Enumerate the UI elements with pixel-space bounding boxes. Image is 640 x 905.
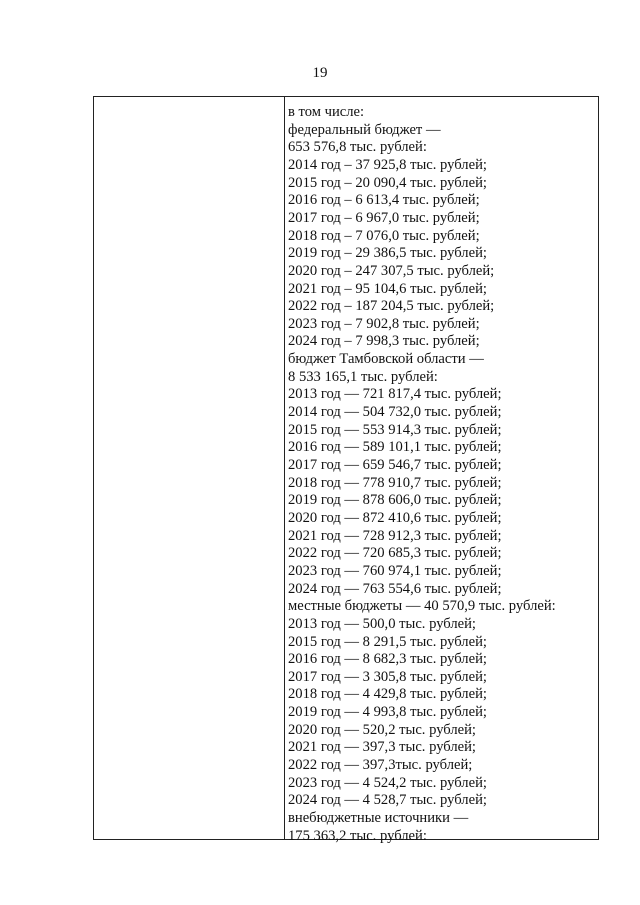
funding-line: 2017 год — 3 305,8 тыс. рублей; — [288, 668, 487, 685]
funding-line: 2024 год – 7 998,3 тыс. рублей; — [288, 333, 480, 350]
funding-line: 2015 год — 553 914,3 тыс. рублей; — [288, 421, 502, 438]
funding-line: 2018 год – 7 076,0 тыс. рублей; — [288, 227, 480, 244]
funding-line: 2017 год – 6 967,0 тыс. рублей; — [288, 209, 480, 226]
funding-line: в том числе: — [288, 104, 365, 120]
funding-line: местные бюджеты — 40 570,9 тыс. рублей: — [288, 598, 556, 615]
funding-line: 2022 год – 187 204,5 тыс. рублей; — [288, 298, 495, 315]
funding-table — [93, 96, 599, 844]
funding-line: 175 363,2 тыс. рублей: — [288, 827, 427, 844]
funding-line: бюджет Тамбовской области — — [288, 351, 484, 368]
funding-line: 2021 год — 397,3 тыс. рублей; — [288, 739, 476, 756]
funding-line: 2022 год — 397,3тыс. рублей; — [288, 757, 473, 774]
funding-line: 2022 год — 720 685,3 тыс. рублей; — [288, 545, 502, 562]
funding-line: 2013 год — 500,0 тыс. рублей; — [288, 615, 476, 632]
funding-line: 2018 год — 4 429,8 тыс. рублей; — [288, 686, 487, 703]
funding-line: 2013 год — 721 817,4 тыс. рублей; — [288, 386, 502, 403]
funding-line: 2016 год – 6 613,4 тыс. рублей; — [288, 192, 480, 209]
funding-line: 2016 год — 8 682,3 тыс. рублей; — [288, 651, 487, 668]
page-number: 19 — [312, 65, 328, 81]
funding-line: 2016 год — 589 101,1 тыс. рублей; — [288, 439, 502, 456]
funding-line: 8 533 165,1 тыс. рублей: — [288, 368, 438, 385]
funding-line: 2021 год – 95 104,6 тыс. рублей; — [288, 280, 487, 297]
column-divider — [284, 97, 285, 839]
funding-line: 2019 год — 4 993,8 тыс. рублей; — [288, 704, 487, 721]
funding-line: 2014 год — 504 732,0 тыс. рублей; — [288, 404, 502, 421]
funding-line: 2015 год – 20 090,4 тыс. рублей; — [288, 174, 487, 191]
funding-line: 2018 год — 778 910,7 тыс. рублей; — [288, 474, 502, 491]
funding-line: 2023 год — 760 974,1 тыс. рублей; — [288, 562, 502, 579]
funding-line: 2020 год — 872 410,6 тыс. рублей; — [288, 509, 502, 526]
funding-line: 2014 год – 37 925,8 тыс. рублей; — [288, 156, 487, 173]
funding-line: 653 576,8 тыс. рублей: — [288, 139, 427, 156]
funding-line: 2019 год – 29 386,5 тыс. рублей; — [288, 245, 487, 262]
funding-line: федеральный бюджет — — [288, 121, 441, 138]
funding-line: 2021 год — 728 912,3 тыс. рублей; — [288, 527, 502, 544]
funding-line: 2020 год – 247 307,5 тыс. рублей; — [288, 262, 495, 279]
funding-line: 2015 год — 8 291,5 тыс. рублей; — [288, 633, 487, 650]
funding-line: 2020 год — 520,2 тыс. рублей; — [288, 721, 476, 738]
funding-line: 2023 год — 4 524,2 тыс. рублей; — [288, 774, 487, 791]
funding-line: 2024 год — 4 528,7 тыс. рублей; — [288, 792, 487, 809]
funding-line: 2024 год — 763 554,6 тыс. рублей; — [288, 580, 502, 597]
funding-line: 2017 год — 659 546,7 тыс. рублей; — [288, 457, 502, 473]
funding-line: внебюджетные источники — — [288, 810, 469, 826]
funding-line: 2019 год — 878 606,0 тыс. рублей; — [288, 492, 502, 509]
funding-line: 2023 год – 7 902,8 тыс. рублей; — [288, 315, 480, 332]
